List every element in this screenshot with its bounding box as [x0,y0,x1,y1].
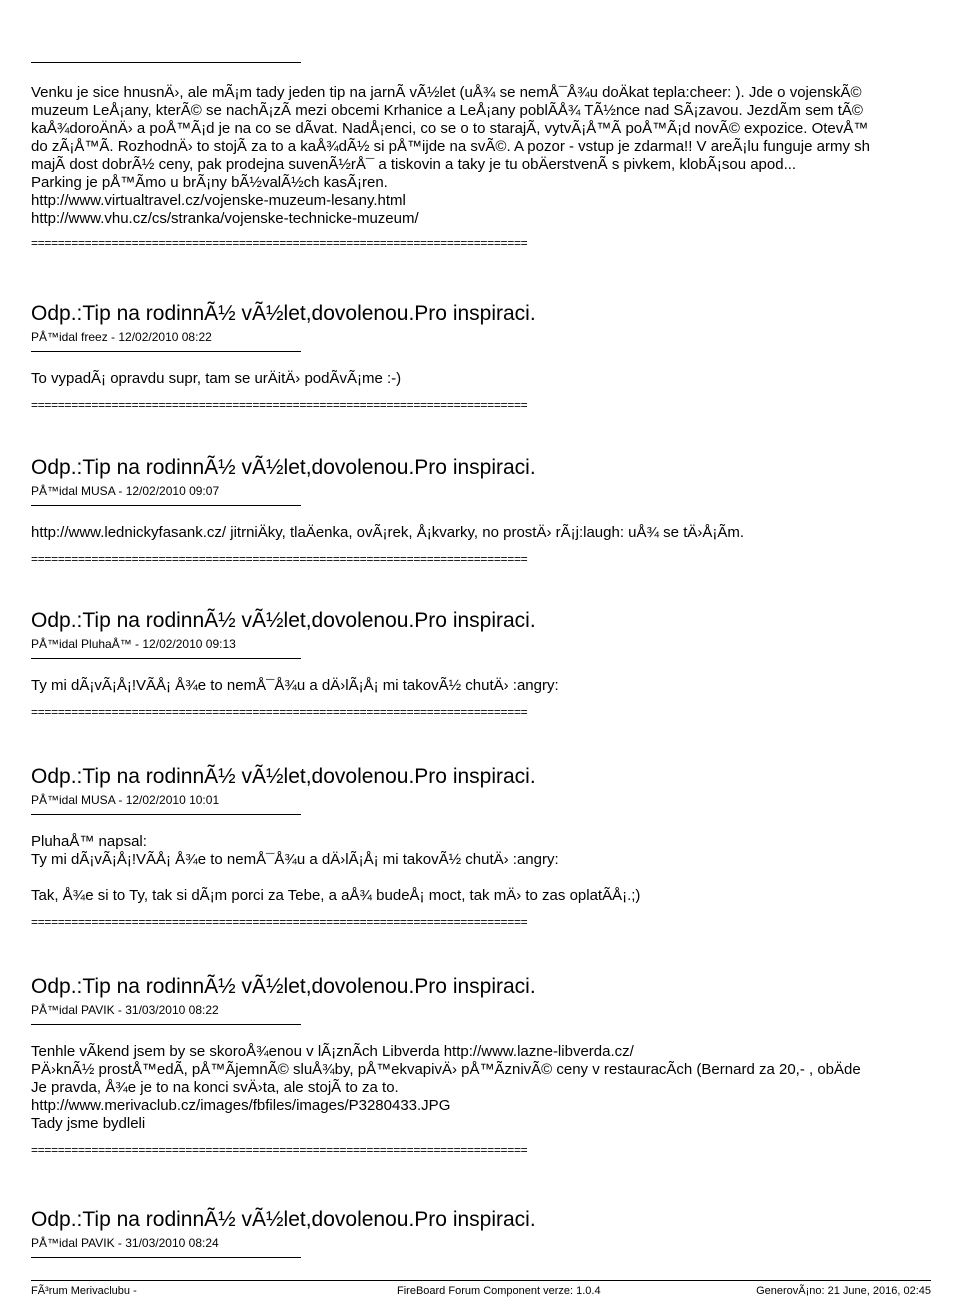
intro-line: Parking je pÅ™Ãmo u brÃ¡ny bÃ½valÃ½ch kasÃ¡ren. [31,174,388,191]
forum-post [31,1208,960,1258]
post-separator: ========================================================================== [31,1143,528,1157]
link-vhu[interactable]: http://www.vhu.cz/cs/stranka/vojenske-technicke-muzeum/ [31,210,419,227]
post-divider [31,814,301,815]
post-divider [31,1024,301,1025]
forum-post [31,456,960,566]
top-divider [31,62,301,63]
post-title: Odp.:Tip na rodinnÃ½ vÃ½let,dovolenou.Pro inspiraci. [31,975,536,998]
post-body-line: http://www.lednickyfasank.cz/ jitrniÄky, tlaÄenka, ovÃ¡rek, Å¡kvarky, no prostÄ› rÃ¡j:laugh: uÅ¾ se tÄ›Å¡Ãm. [31,524,745,541]
post-separator: ========================================================================== [31,236,528,250]
footer-component: FireBoard Forum Component verze: 1.0.4 [397,1285,601,1297]
intro-line: Venku je sice hnusnÄ›, ale mÃ¡m tady jeden tip na jarnÃ vÃ½let (uÅ¾ se nemÅ¯Å¾u doÄkat tepla:cheer: ). Jde o vojenskÃ© [31,84,862,101]
post-title: Odp.:Tip na rodinnÃ½ vÃ½let,dovolenou.Pro inspiraci. [31,456,536,479]
post-meta: PÅ™idal PAVIK - 31/03/2010 08:22 [31,1003,219,1017]
post-body-line: Je pravda, Å¾e je to na konci svÄ›ta, ale stojÃ to za to. [31,1079,399,1096]
forum-post [31,765,960,929]
quote-text: Ty mi dÃ¡vÃ¡Å¡!VÃÅ¡ Å¾e to nemÅ¯Å¾u a dÄ›lÃ¡Å¡ mi takovÃ½ chutÄ› :angry: [31,851,559,868]
post-title: Odp.:Tip na rodinnÃ½ vÃ½let,dovolenou.Pro inspiraci. [31,302,536,325]
intro-line: do zÃ¡Å™Ã. RozhodnÄ› to stojÃ za to a kaÅ¾dÃ½ si pÅ™ijde na svÃ©. A pozor - vstup je zdarma!! V areÃ¡lu funguje army sh [31,138,870,155]
post-title: Odp.:Tip na rodinnÃ½ vÃ½let,dovolenou.Pro inspiraci. [31,1208,536,1231]
post-meta: PÅ™idal PluhaÅ™ - 12/02/2010 09:13 [31,637,236,651]
post-divider [31,1257,301,1258]
link-virtualtravel[interactable]: http://www.virtualtravel.cz/vojenske-muzeum-lesany.html [31,192,406,209]
intro-line: majÃ dost dobrÃ½ ceny, pak prodejna suvenÃ½rÅ¯ a tiskovin a taky je tu obÄerstvenÃ s pivkem, klobÃ¡sou apod... [31,156,797,173]
post-divider [31,505,301,506]
link-merivaclub-image[interactable]: http://www.merivaclub.cz/images/fbfiles/images/P3280433.JPG [31,1097,451,1114]
post-separator: ========================================================================== [31,398,528,412]
quote-author: PluhaÅ™ napsal: [31,833,147,850]
intro-line: kaÅ¾doroÄnÄ› a poÅ™Ã¡d je na co se dÃvat. NadÅ¡enci, co se o to starajÃ, vytvÃ¡Å™Ã poÅ™Ã¡d novÃ© expozice. OtevÅ™ [31,120,869,137]
forum-post [31,975,960,1157]
post-separator: ========================================================================== [31,552,528,566]
post-divider [31,658,301,659]
post-divider [31,351,301,352]
post-meta: PÅ™idal PAVIK - 31/03/2010 08:24 [31,1236,219,1250]
post-meta: PÅ™idal freez - 12/02/2010 08:22 [31,330,212,344]
post-body-line: Tady jsme bydleli [31,1115,146,1132]
post-body-line: PÄ›knÃ½ prostÅ™edÃ, pÅ™ÃjemnÃ© sluÅ¾by, pÅ™ekvapivÄ› pÅ™ÃznivÃ© ceny v restauracÃch (Bernard za 20,- , obÄde [31,1061,861,1078]
post-title: Odp.:Tip na rodinnÃ½ vÃ½let,dovolenou.Pro inspiraci. [31,609,536,632]
post-title: Odp.:Tip na rodinnÃ½ vÃ½let,dovolenou.Pro inspiraci. [31,765,536,788]
post-separator: ========================================================================== [31,705,528,719]
page-footer [31,1280,931,1297]
footer-site-name: FÃ³rum Merivaclubu - [31,1285,137,1297]
post-body-line: Tenhle vÃkend jsem by se skoroÅ¾enou v lÃ¡znÃch Libverda http://www.lazne-libverda.cz/ [31,1043,634,1060]
footer-generated: GenerovÃ¡no: 21 June, 2016, 02:45 [756,1285,931,1297]
post-meta: PÅ™idal MUSA - 12/02/2010 10:01 [31,793,220,807]
intro-post [31,84,960,250]
post-body-line: To vypadÃ¡ opravdu supr, tam se urÄitÄ› podÃvÃ¡me :-) [31,370,402,387]
post-body-line: Ty mi dÃ¡vÃ¡Å¡!VÃÅ¡ Å¾e to nemÅ¯Å¾u a dÄ›lÃ¡Å¡ mi takovÃ½ chutÄ› :angry: [31,677,559,694]
forum-post [31,302,960,412]
post-meta: PÅ™idal MUSA - 12/02/2010 09:07 [31,484,220,498]
forum-page [31,0,960,1297]
post-body-line: Tak, Å¾e si to Ty, tak si dÃ¡m porci za Tebe, a aÅ¾ budeÅ¡ moct, tak mÄ› to zas oplatÃÅ¡.;) [31,887,641,904]
forum-post [31,609,960,719]
post-separator: ========================================================================== [31,915,528,929]
intro-line: muzeum LeÅ¡any, kterÃ© se nachÃ¡zÃ mezi obcemi Krhanice a LeÅ¡any poblÃÅ¾ TÃ½nce nad SÃ¡zavou. JezdÃm sem tÃ© [31,102,863,119]
